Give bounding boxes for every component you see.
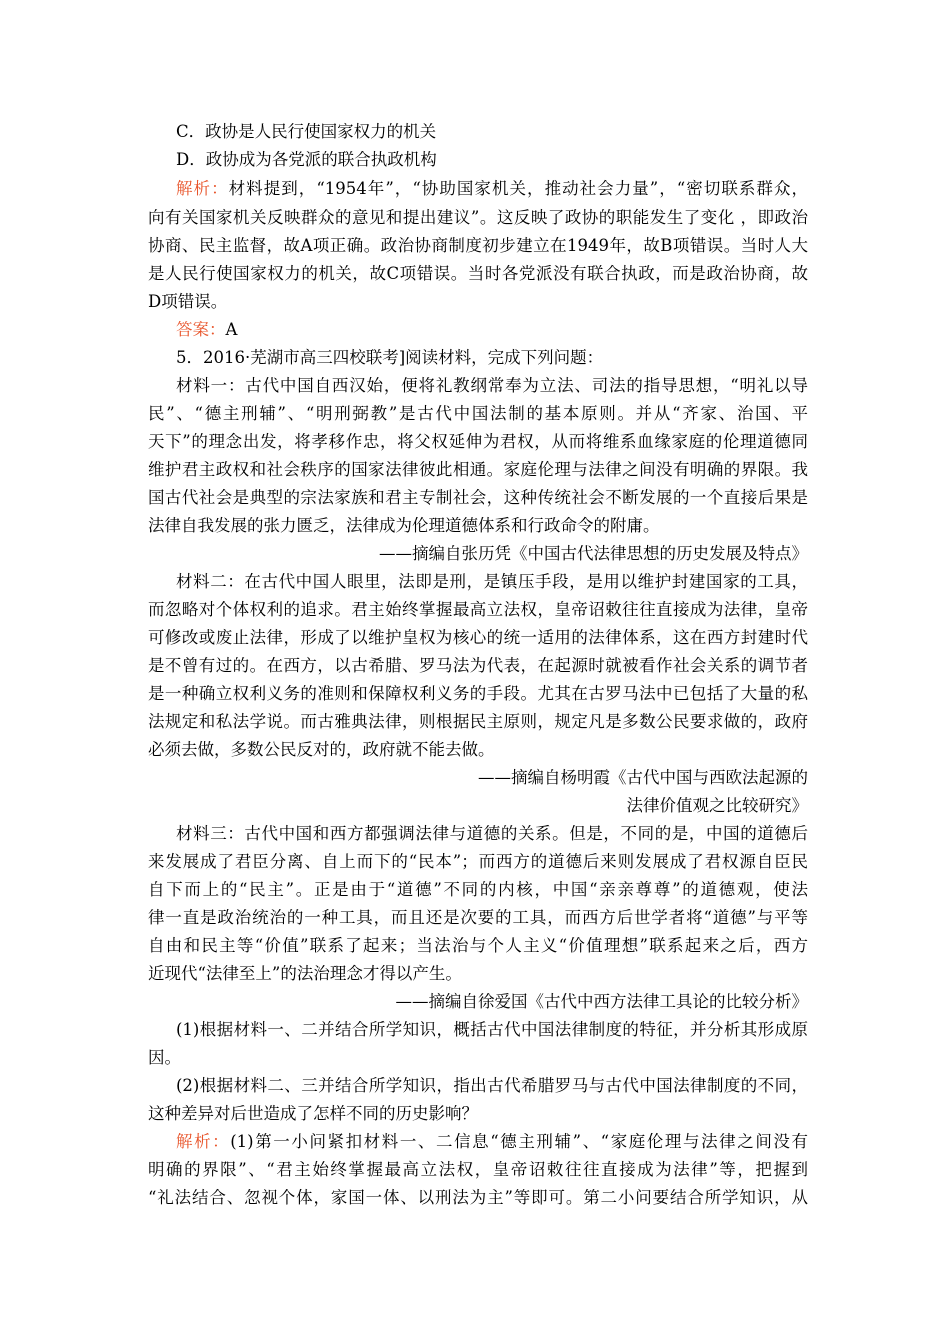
q4-analysis-line-2: 向有关国家机关反映群众的意见和提出建议”。这反映了政协的职能发生了变化 ，即政治	[148, 208, 808, 227]
material2-source-1: ——摘编自杨明霞《古代中国与西欧法起源的	[478, 768, 808, 787]
material1-source: ——摘编自张历凭《中国古代法律思想的历史发展及特点》	[379, 544, 808, 563]
q4-answer	[176, 316, 808, 343]
material1-line-6: 法律自我发展的张力匮乏，法律成为伦理道德体系和行政命令的附庸。	[148, 516, 660, 535]
q5-analysis-line-1: 解析：(1)第一小问紧扣材料一、二信息“德主刑辅”、“家庭伦理与法律之间没有	[176, 1132, 808, 1151]
material2-line-3: 可修改或废止法律，形成了以维护皇权为核心的统一适用的法律体系，这在西方封建时代	[148, 628, 808, 647]
analysis-label: 解析：	[176, 1132, 231, 1151]
material3-source: ——摘编自徐爱国《古代中西方法律工具论的比较分析》	[395, 992, 808, 1011]
material1-line-3: 天下”的理念出发，将孝移作忠，将父权延伸为君权，从而将维系血缘家庭的伦理道德同	[148, 432, 808, 451]
question1-line-2: 因。	[148, 1048, 181, 1067]
material1-line-4: 维护君主政权和社会秩序的国家法律彼此相通。家庭伦理与法律之间没有明确的界限。我	[148, 460, 808, 479]
material2-line-1: 材料二：在古代中国人眼里，法即是刑，是镇压手段，是用以维护封建国家的工具，	[176, 572, 808, 591]
option-c: C．政协是人民行使国家权力的机关	[176, 122, 437, 141]
option-d: D．政协成为各党派的联合执政机构	[176, 150, 437, 169]
material3-line-2: 来发展成了君臣分离、自上而下的“民本”；而西方的道德后来则发展成了君权源自臣民	[148, 852, 808, 871]
q4-analysis-line-3: 协商、民主监督，故A项正确。政治协商制度初步建立在1949年，故B项错误。当时人大	[148, 236, 808, 255]
material1-line-2: 民”、“德主刑辅”、“明刑弼教”是古代中国法制的基本原则。并从“齐家、治国、平	[148, 404, 808, 423]
analysis-label: 解析：	[176, 179, 229, 198]
material2-line-6: 法规定和私法学说。而古雅典法律，则根据民主原则，规定凡是多数公民要求做的，政府	[148, 712, 808, 731]
material1-line-5: 国古代社会是典型的宗法家族和君主专制社会，这种传统社会不断发展的一个直接后果是	[148, 488, 808, 507]
material3-line-5: 自由和民主等“价值”联系了起来；当法治与个人主义“价值理想”联系起来之后，西方	[148, 936, 808, 955]
material3-line-4: 律一直是政治统治的一种工具，而且还是次要的工具，而西方后世学者将“道德”与平等	[148, 908, 808, 927]
answer-value: A	[225, 320, 238, 339]
question1-line-1: (1)根据材料一、二并结合所学知识，概括古代中国法律制度的特征，并分析其形成原	[176, 1020, 808, 1039]
q5-stem: 5．2016·芜湖市高三四校联考]阅读材料，完成下列问题：	[176, 348, 604, 367]
material2-line-7: 必须去做，多数公民反对的，政府就不能去做。	[148, 740, 495, 759]
material2-line-5: 是一种确立权利义务的准则和保障权利义务的手段。尤其在古罗马法中已包括了大量的私	[148, 684, 808, 703]
answer-label: 答案：	[176, 320, 226, 339]
material2-line-2: 而忽略对个体权利的追求。君主始终掌握最高立法权，皇帝诏敕往往直接成为法律，皇帝	[148, 600, 808, 619]
q4-analysis-line-5: D项错误。	[148, 292, 228, 311]
q4-analysis-line-1: 解析：材料提到，“1954年”，“协助国家机关，推动社会力量”，“密切联系群众，	[176, 179, 809, 198]
q4-analysis-line-4: 是人民行使国家权力的机关，故C项错误。当时各党派没有联合执政，而是政治协商，故	[148, 264, 808, 283]
material3-line-1: 材料三：古代中国和西方都强调法律与道德的关系。但是，不同的是，中国的道德后	[176, 824, 808, 843]
material2-line-4: 是不曾有过的。在西方，以古希腊、罗马法为代表，在起源时就被看作社会关系的调节者	[148, 656, 808, 675]
material3-line-3: 自下而上的“民主”。正是由于“道德”不同的内核，中国“亲亲尊尊”的道德观，使法	[148, 880, 808, 899]
material1-line-1: 材料一：古代中国自西汉始，便将礼教纲常奉为立法、司法的指导思想，“明礼以导	[176, 376, 808, 395]
material2-source-2: 法律价值观之比较研究》	[626, 796, 808, 815]
question2-line-2: 这种差异对后世造成了怎样不同的历史影响？	[148, 1104, 478, 1123]
q5-analysis-line-3: “礼法结合、忽视个体，家国一体、以刑法为主”等即可。第二小问要结合所学知识，从	[148, 1188, 808, 1207]
question2-line-1: (2)根据材料二、三并结合所学知识，指出古代希腊罗马与古代中国法律制度的不同，	[176, 1076, 808, 1095]
q5-analysis-line-2: 明确的界限”、“君主始终掌握最高立法权，皇帝诏敕往往直接成为法律”等，把握到	[148, 1160, 808, 1179]
material3-line-6: 近现代“法律至上”的法治理念才得以产生。	[148, 964, 462, 983]
